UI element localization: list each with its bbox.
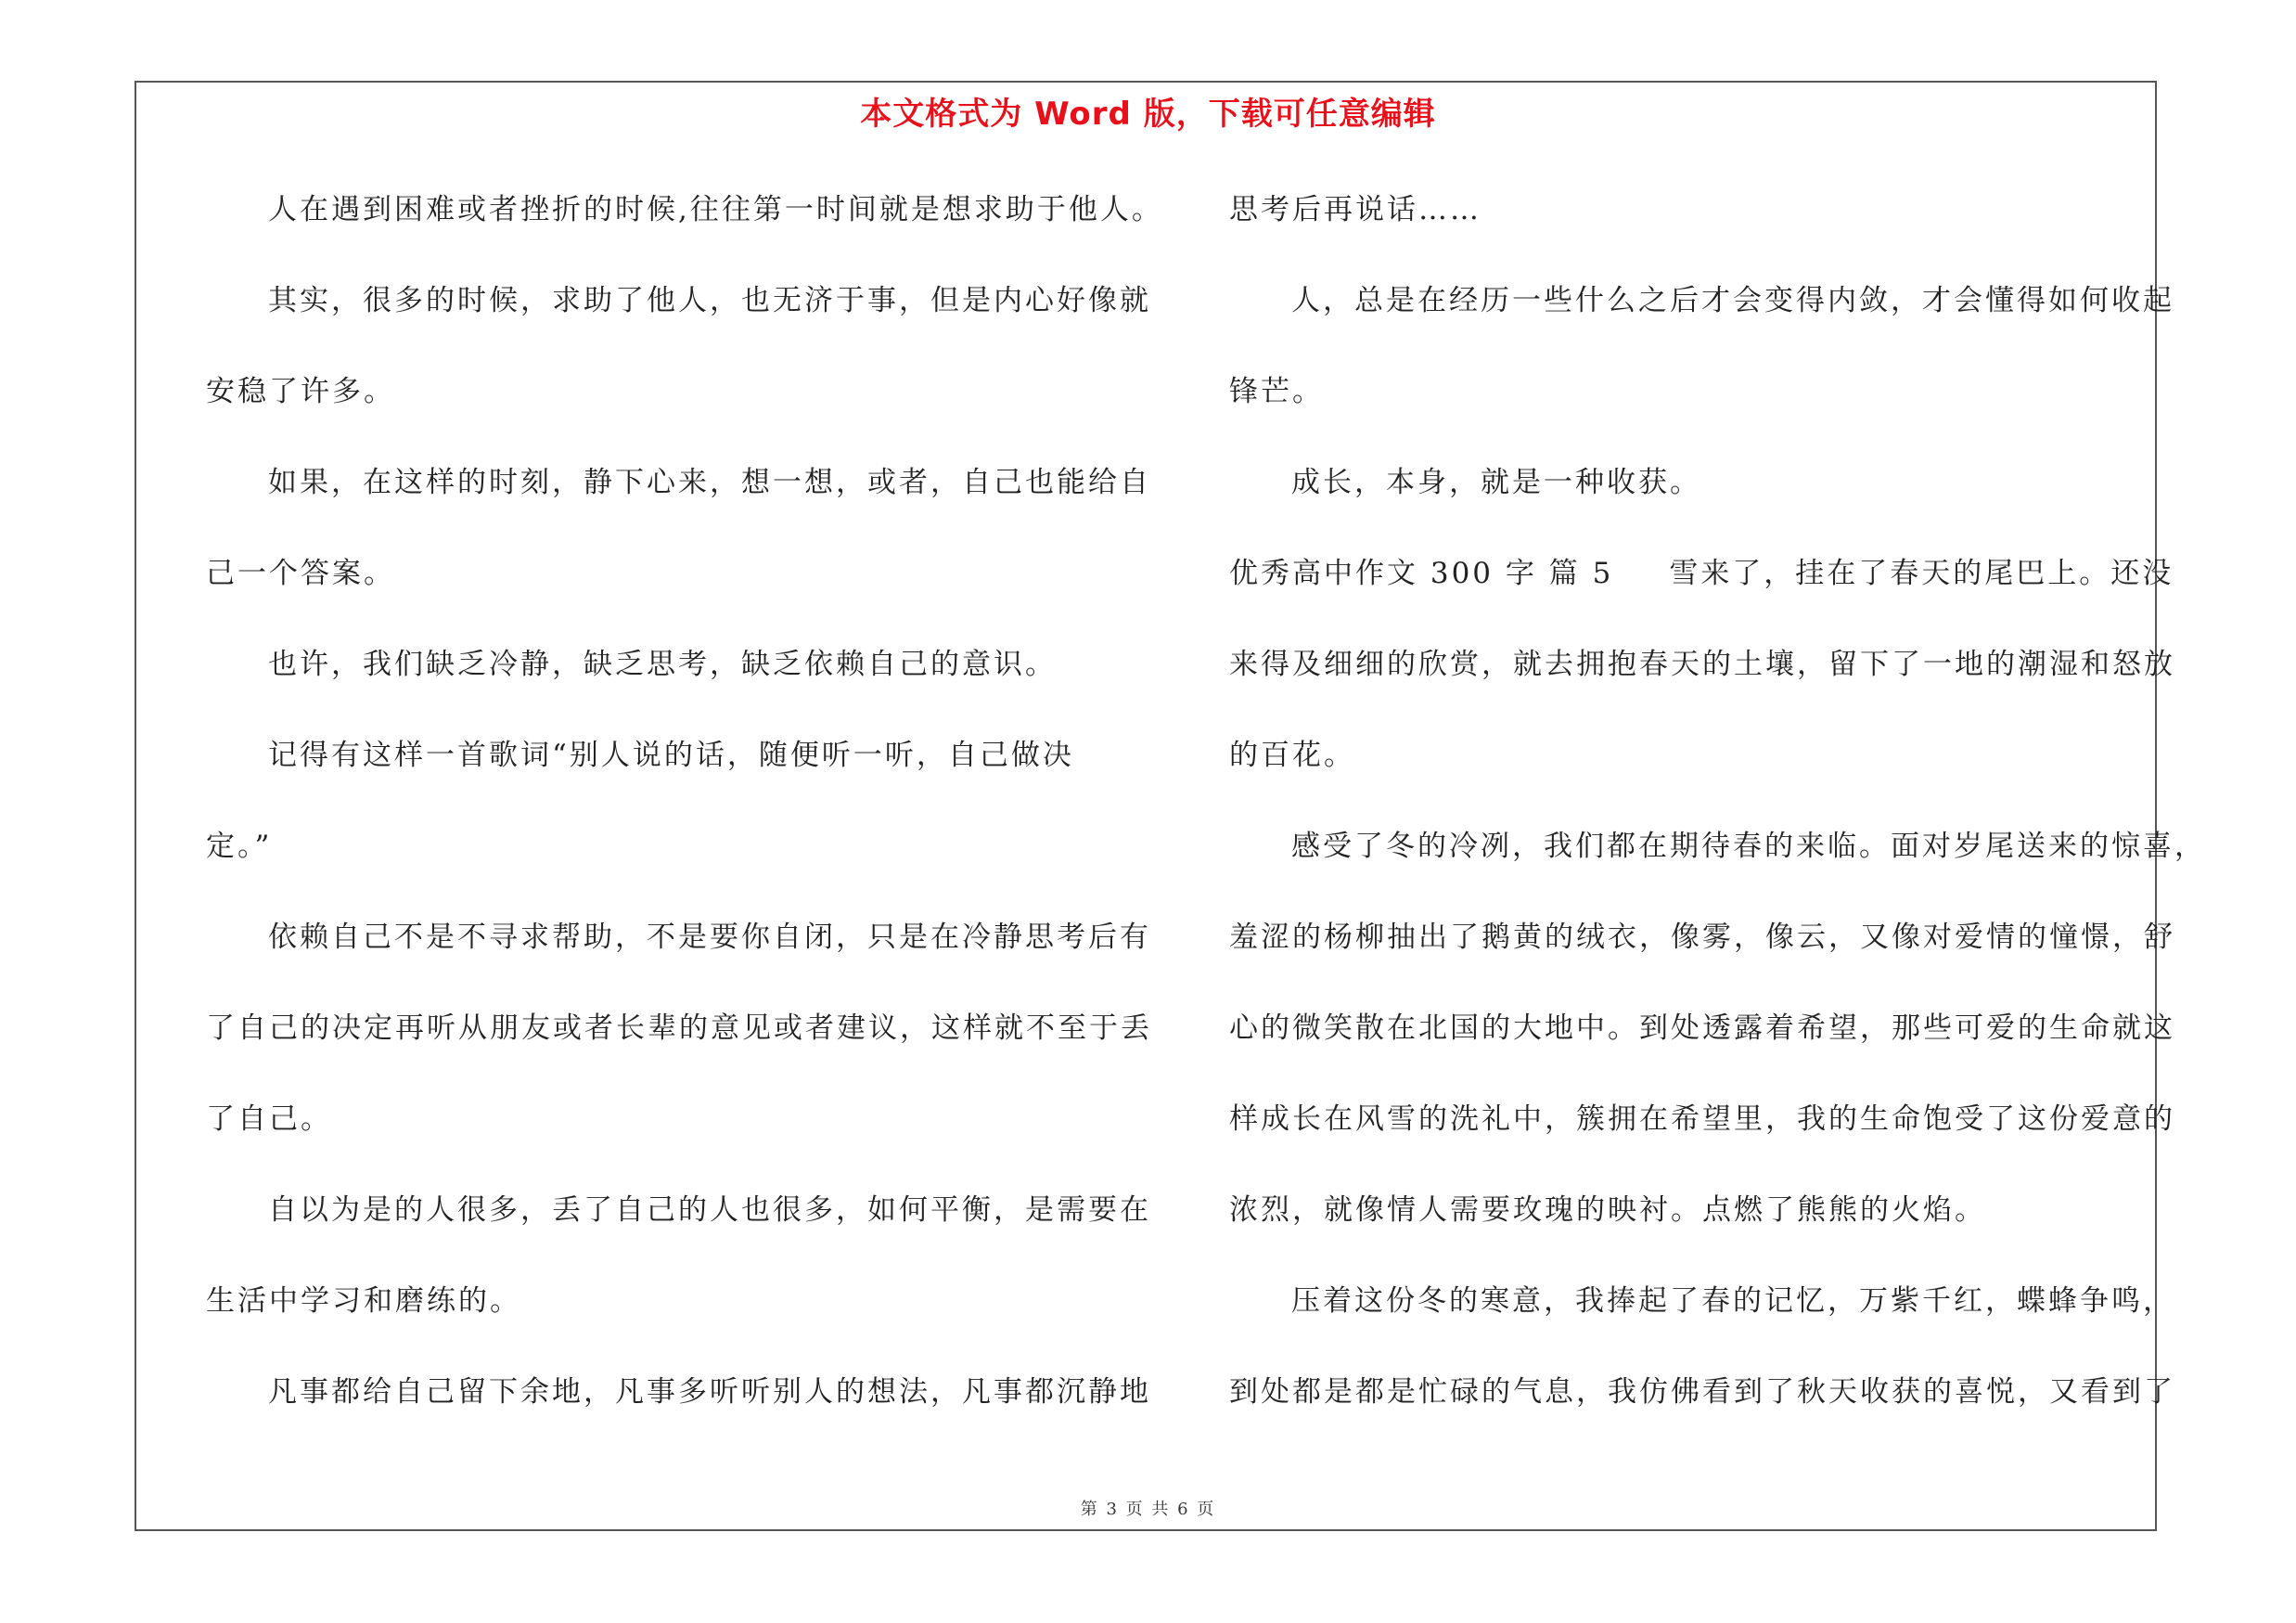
left-column [206,182,1171,1455]
page-number-footer: 第 3 页 共 6 页 [1080,1500,1216,1519]
line-text: 雪来了，挂在了春天的尾巴上。还没 [1669,557,2174,590]
text-line [206,182,1171,273]
line-text: 到处都是都是忙碌的气息，我仿佛看到了秋天收获的喜悦，又看到了 [1229,1375,2175,1409]
line-text: 浓烈，就像情人需要玫瑰的映衬。点燃了熊熊的火焰。 [1229,1193,1986,1227]
text-line [1229,818,2206,909]
text-line [206,1273,1171,1364]
line-text: 安稳了许多。 [206,375,395,408]
line-text: 人，总是在经历一些什么之后才会变得内敛，才会懂得如何收起 [1291,284,2174,317]
text-line [206,273,1171,364]
text-line [206,728,1171,818]
format-banner: 本文格式为 Word 版，下载可任意编辑 [860,96,1436,133]
text-line [206,1091,1171,1182]
text-line [206,1000,1171,1091]
line-text: 己一个答案。 [206,557,395,590]
line-text: 生活中学习和磨练的。 [206,1284,521,1318]
text-line [1229,1364,2175,1455]
text-line [206,637,1171,728]
line-text: 记得有这样一首歌词“别人说的话，随便听一听，自己做决 [268,739,1074,772]
text-line [1229,637,2175,728]
right-column [1229,182,2206,1455]
line-text: 定。” [206,830,273,863]
line-text: 压着这份冬的寒意，我捧起了春的记忆，万紫千红，蝶蜂争鸣， [1291,1284,2174,1318]
line-text: 依赖自己不是不寻求帮助，不是要你自闭，只是在冷静思考后有 [268,921,1151,954]
text-line [1229,1000,2175,1091]
line-text: 的百花。 [1229,739,1355,772]
line-text: 思考后再说话…… [1229,193,1481,226]
line-text: 锋芒。 [1229,375,1324,408]
text-line [206,455,1171,546]
text-line [206,546,1171,637]
line-text: 了自己。 [206,1102,332,1136]
text-line [1229,455,2157,546]
text-line [1229,909,2175,1000]
line-text: 感受了冬的冷冽，我们都在期待春的来临。面对岁尾送来的惊喜， [1291,830,2206,863]
text-line [1229,182,2157,273]
line-text: 样成长在风雪的洗礼中，簇拥在希望里，我的生命饱受了这份爱意的 [1229,1102,2175,1136]
text-line [1229,1273,2174,1364]
line-text: 成长，本身，就是一种收获。 [1291,466,1701,499]
text-line [206,1182,1171,1273]
essay-heading: 优秀高中作文 300 字 篇 5 [1229,557,1614,590]
text-line [1229,728,2157,818]
text-line [1229,273,2174,364]
text-line [1229,364,2157,455]
text-line [206,818,1171,909]
text-line [206,364,1171,455]
line-text: 人在遇到困难或者挫折的时候,往往第一时间就是想求助于他人。 [268,193,1163,226]
text-line [206,909,1171,1000]
line-text: 了自己的决定再听从朋友或者长辈的意见或者建议，这样就不至于丢 [206,1011,1152,1045]
line-text: 其实，很多的时候，求助了他人，也无济于事，但是内心好像就 [268,284,1151,317]
line-text: 如果，在这样的时刻，静下心来，想一想，或者，自己也能给自 [268,466,1151,499]
line-text: 来得及细细的欣赏，就去拥抱春天的土壤，留下了一地的潮湿和怒放 [1229,648,2175,681]
line-text: 羞涩的杨柳抽出了鹅黄的绒衣，像雾，像云，又像对爱情的憧憬，舒 [1229,921,2175,954]
line-text: 也许，我们缺乏冷静，缺乏思考，缺乏依赖自己的意识。 [268,648,1057,681]
text-line [1229,1182,2157,1273]
text-line [1229,546,2174,637]
line-text: 凡事都给自己留下余地，凡事多听听别人的想法，凡事都沉静地 [268,1375,1151,1409]
text-line [206,1364,1171,1455]
line-text: 心的微笑散在北国的大地中。到处透露着希望，那些可爱的生命就这 [1229,1011,2175,1045]
line-text: 自以为是的人很多，丢了自己的人也很多，如何平衡，是需要在 [268,1193,1151,1227]
text-line [1229,1091,2175,1182]
